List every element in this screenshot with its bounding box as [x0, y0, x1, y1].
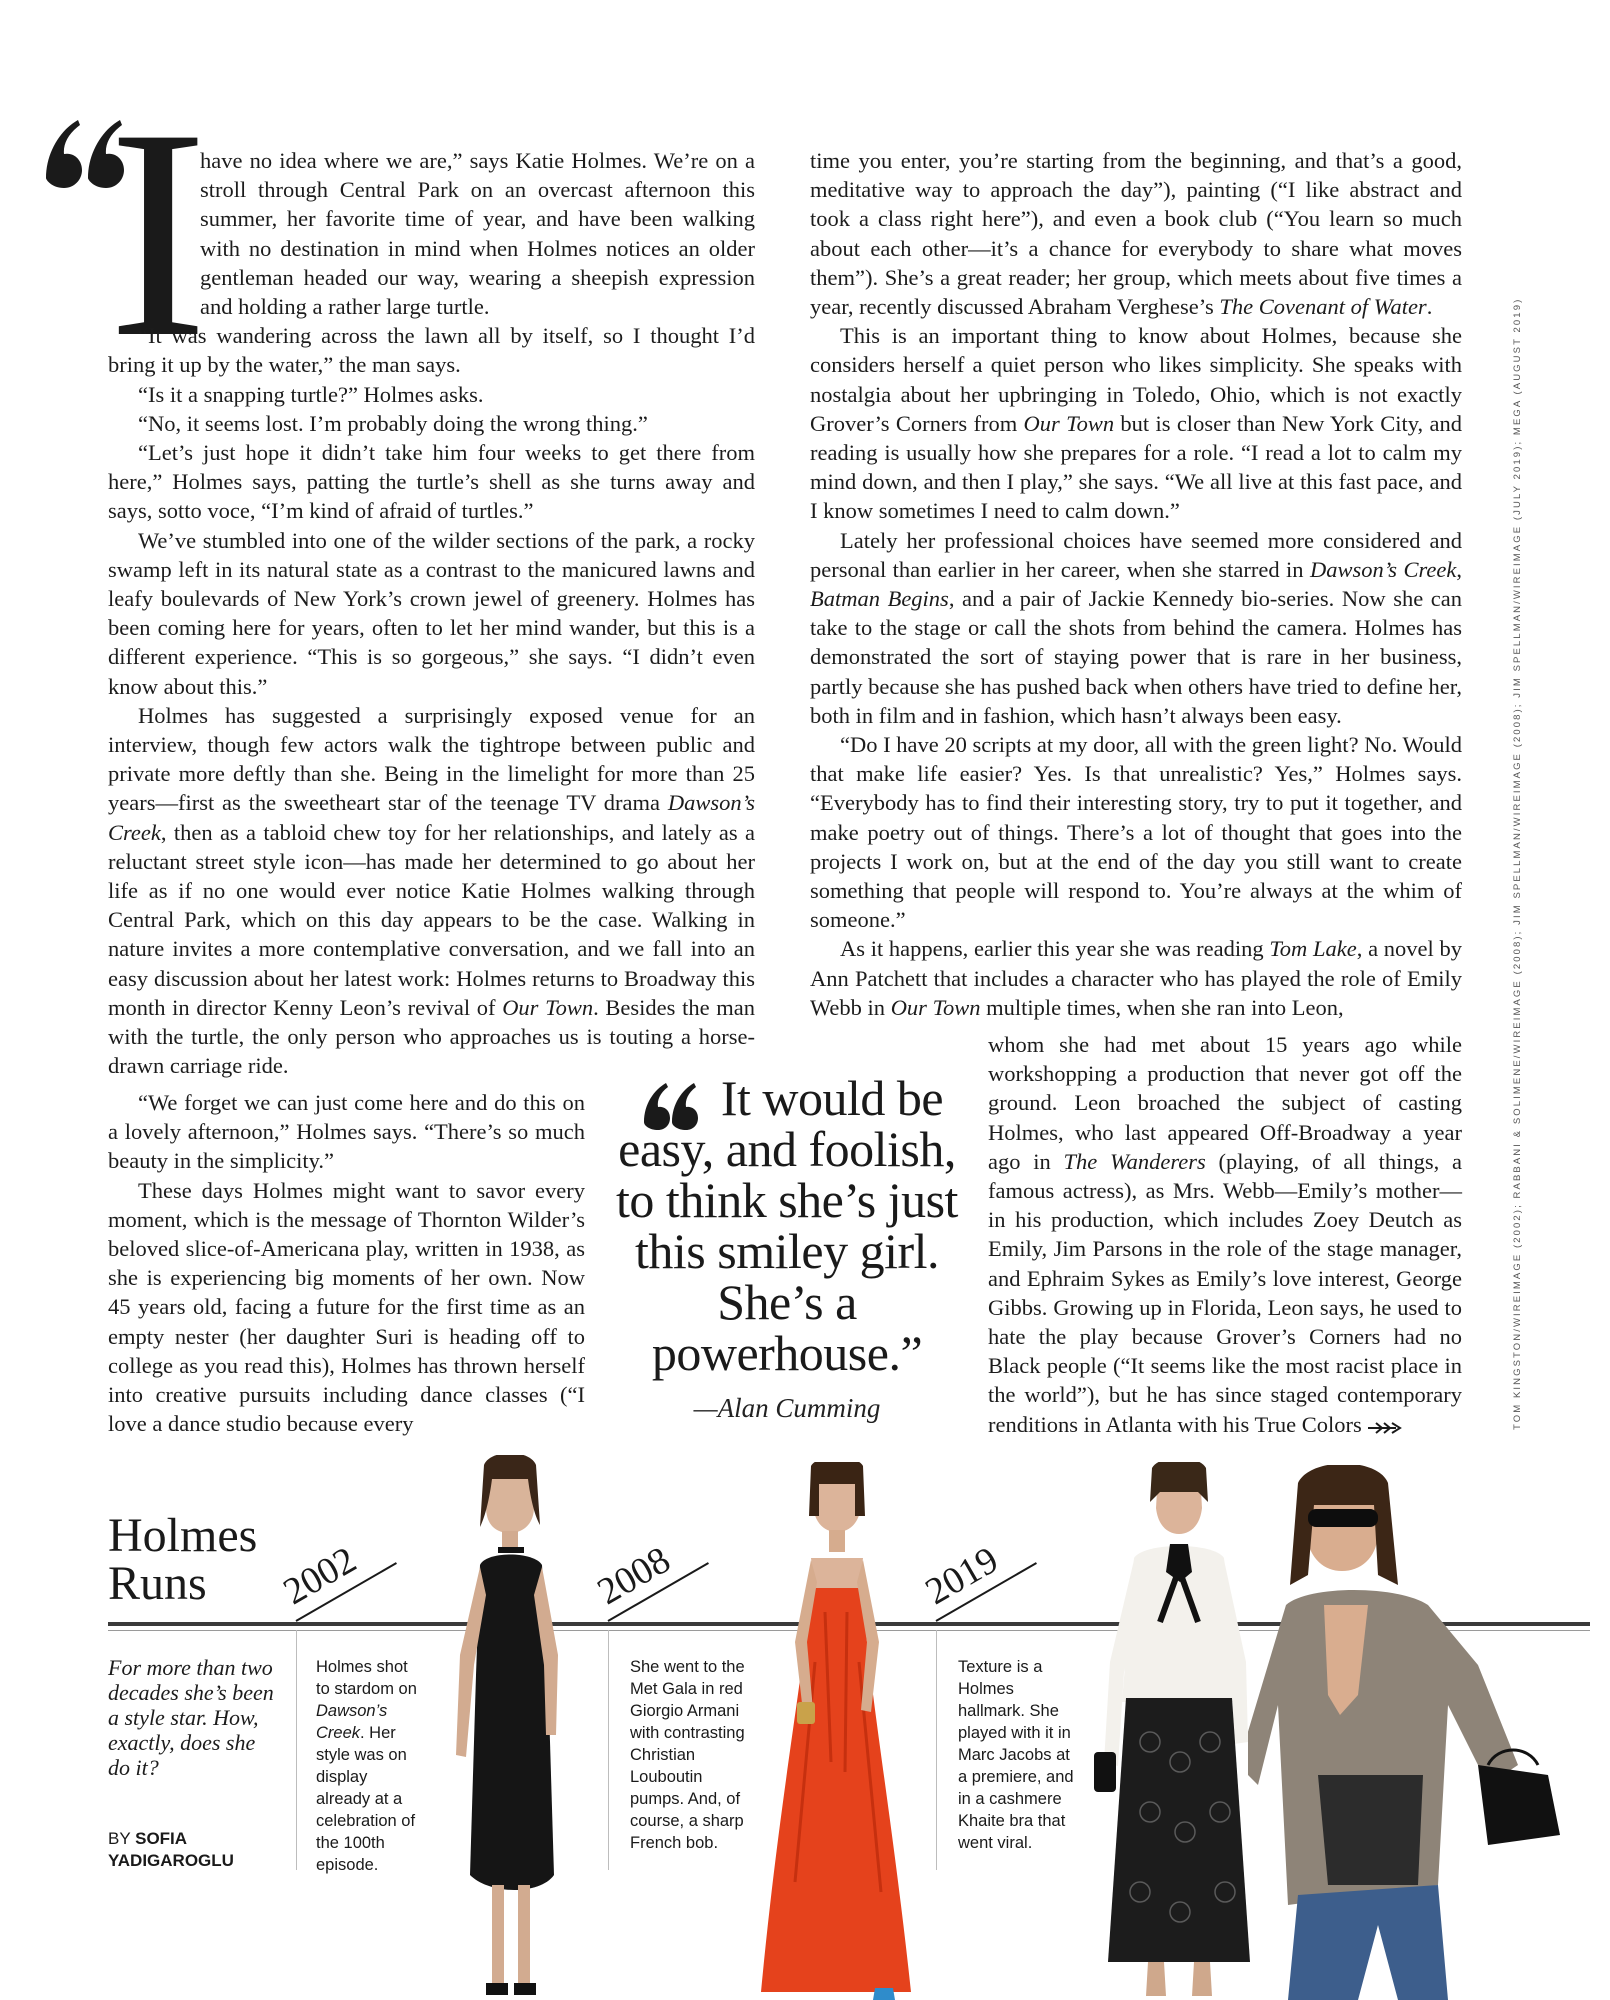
pull-quote [612, 1070, 962, 1424]
paragraph: “We forget we can just come here and do this on a lovely afternoon,” Holmes says. “There’s so much beauty in the simplicity.” [108, 1090, 585, 1174]
article-column-2 [810, 146, 1462, 1022]
paragraph: Holmes has suggested a surprisingly exposed venue for an interview, though few actors walk the tightrope between public and private more deftly than she. Being in the limelight for more than 25 years—first as the sweetheart star of the teenage TV drama Dawson’s Creek, then as a tabloid chew toy for her relationships, and lately as a reluctant street style icon—has made her determined to go about her life as if no one would ever notice Katie Holmes walking through Central Park, which on this day appears to be the case. Walking in nature invites a more contemplative conversation, and we fall into an easy discussion about her latest work: Holmes returns to Broadway this month in director Kenny Leon’s revival of Our Town. Besides the man with the turtle, the only person who approaches us is touting a horse-drawn carriage ride. [108, 702, 755, 1079]
paragraph: “It was wandering across the lawn all by itself, so I thought I’d bring it up by the water,” the man says. [108, 323, 755, 378]
paragraph: Lately her professional choices have seemed more considered and personal than earlier in her career, when she starred in Dawson’s Creek, Batman Begins, and a pair of Jackie Kennedy bio-series. Now she can take to the stage or call the shots from behind the camera. Holmes has demonstrated the sort of staying power that is rare in her business, partly because she has pushed back when others have tried to define her, both in film and in fashion, which hasn’t always been easy. [810, 527, 1463, 728]
paragraph: “Let’s just hope it didn’t take him four weeks to get there from here,” Holmes says, patting the turtle’s shell as she turns away and says, sotto voce, “I’m kind of afraid of turtles.” [108, 440, 755, 524]
paragraph: This is an important thing to know about Holmes, because she considers herself a quiet person who likes simplicity. She speaks with nostalgia about her upbringing in Toledo, Ohio, which is not exactly Grover’s Corners from Our Town but is closer than New York City, and reading is usually how she prepares for a role. “I read a lot to calm my mind down, and then I play,” she says. “We all live at this fast pace, and I know sometimes I need to calm down.” [810, 323, 1462, 524]
pull-quote-attribution: —Alan Cumming [693, 1393, 881, 1423]
byline-prefix: BY [108, 1829, 131, 1848]
paragraph: “Is it a snapping turtle?” Holmes asks. [138, 381, 484, 407]
paragraph: “No, it seems lost. I’m probably doing the wrong thing.” [138, 410, 648, 436]
year-label: 2002 [276, 1538, 364, 1614]
article-column-1 [108, 146, 755, 1080]
drop-cap: I [108, 67, 208, 399]
byline-author: SOFIA YADIGAROGLU [108, 1829, 234, 1870]
byline [108, 1828, 288, 1872]
sidebar-title-line-1: Holmes [108, 1509, 258, 1562]
year-label: 2019 [918, 1538, 1006, 1614]
article-column-1-lower [108, 1088, 585, 1438]
photo-2019-white-blouse [1090, 1462, 1260, 2000]
year-label: 2008 [590, 1538, 678, 1614]
paragraph: time you enter, you’re starting from the beginning, and that’s a good, meditative way to approach the day”), painting (“I like abstract and took a class right here”), and even a book club (“You learn so much about each other—it’s a chance for everybody to share what moves them”). She’s a great reader; her group, which meets about five times a year, recently discussed Abraham Verghese’s The Covenant of Water. [810, 148, 1462, 320]
pull-quote-text: It would be easy, and foolish, to think she’s just this smiley girl. She’s a powerhouse.” [616, 1070, 958, 1381]
column-divider [608, 1630, 609, 1870]
continue-arrow-icon [1368, 1412, 1404, 1441]
sidebar-intro: For more than two decades she’s been a style star. How, exactly, does she do it? [108, 1655, 274, 1780]
caption-2002: Holmes shot to stardom on Dawson’s Creek. Her style was on display already at a celebration of the 100th episode. [316, 1658, 417, 1874]
sidebar-title [108, 1509, 258, 1610]
paragraph: have no idea where we are,” says Katie Holmes. We’re on a stroll through Central Park on an overcast afternoon this summer, her favorite time of year, and have been walking with no destination in mind when Holmes notices an older gentleman headed our way, wearing a sheepish expression and holding a rather large turtle. [200, 148, 755, 320]
photo-2002-black-dress [430, 1455, 580, 2000]
column-divider [296, 1630, 297, 1870]
paragraph: We’ve stumbled into one of the wilder sections of the park, a rocky swamp left in its natural state as a contrast to the manicured lawns and leafy boulevards of New York’s crown jewel of greenery. Holmes has been coming here for years, often to let her mind wander, but this is a different experience. “This is so gorgeous,” she says. “I didn’t even know about this.” [108, 527, 755, 699]
paragraph: These days Holmes might want to savor every moment, which is the message of Thornton Wilder’s beloved slice-of-Americana play, written in 1938, as she is experiencing big moments of her own. Now 45 years old, facing a future for the first time as an empty nester (her daughter Suri is heading off to college as you read this), Holmes has thrown herself into creative pursuits including dance classes (“I love a dance studio because every [108, 1177, 585, 1437]
column-divider [936, 1630, 937, 1870]
paragraph: “Do I have 20 scripts at my door, all with the green light? No. Would that make life easier? Yes. Is that unrealistic? Yes,” Holmes says. “Everybody has to find their interesting story, try to put it together, and make poetry out of things. There’s a lot of thought that goes into the projects I work on, but at the end of the day you still want to create something that people will respond to. You’re always at the whim of someone.” [810, 732, 1462, 933]
caption-2019: Texture is a Holmes hallmark. She played with it in Marc Jacobs at a premiere, and in a cashmere Khaite bra that went viral. [958, 1658, 1074, 1852]
photo-2019-cardigan [1248, 1465, 1578, 2000]
photo-credit: TOM KINGSTON/WIREIMAGE (2002); RABBANI & SOLIMENE/WIREIMAGE (2008); JIM SPELLMAN/WIREIMAGE (2008); JIM SPELLMAN/WIREIMAGE (JULY 2019); MEGA (AUGUST 2019) [1512, 297, 1523, 1430]
caption-2008: She went to the Met Gala in red Giorgio Armani with contrasting Christian Louboutin pumps. And, of course, a sharp French bob. [630, 1658, 745, 1852]
sidebar-title-line-2: Runs [108, 1557, 207, 1610]
article-column-2-lower [988, 1030, 1462, 1441]
photo-2008-red-gown [755, 1462, 915, 2000]
paragraph: whom she had met about 15 years ago while workshopping a production that never got off the ground. Leon broached the subject of casting Holmes, who last appeared Off-Broadway a year ago in The Wanderers (playing, of all things, a famous actress), as Mrs. Webb—Emily’s mother—in his production, which includes Zoey Deutch as Emily, Jim Parsons in the role of the stage manager, and Ephraim Sykes as Emily’s love interest, George Gibbs. Growing up in Florida, Leon says, he used to hate the play because Grover’s Corners had no Black people (“It seems like the most racist place in the world”), but he has since staged contemporary renditions in Atlanta with his True Colors [988, 1030, 1462, 1441]
paragraph: As it happens, earlier this year she was reading Tom Lake, a novel by Ann Patchett that includes a character who has played the role of Emily Webb in Our Town multiple times, when she ran into Leon, [810, 936, 1462, 1020]
